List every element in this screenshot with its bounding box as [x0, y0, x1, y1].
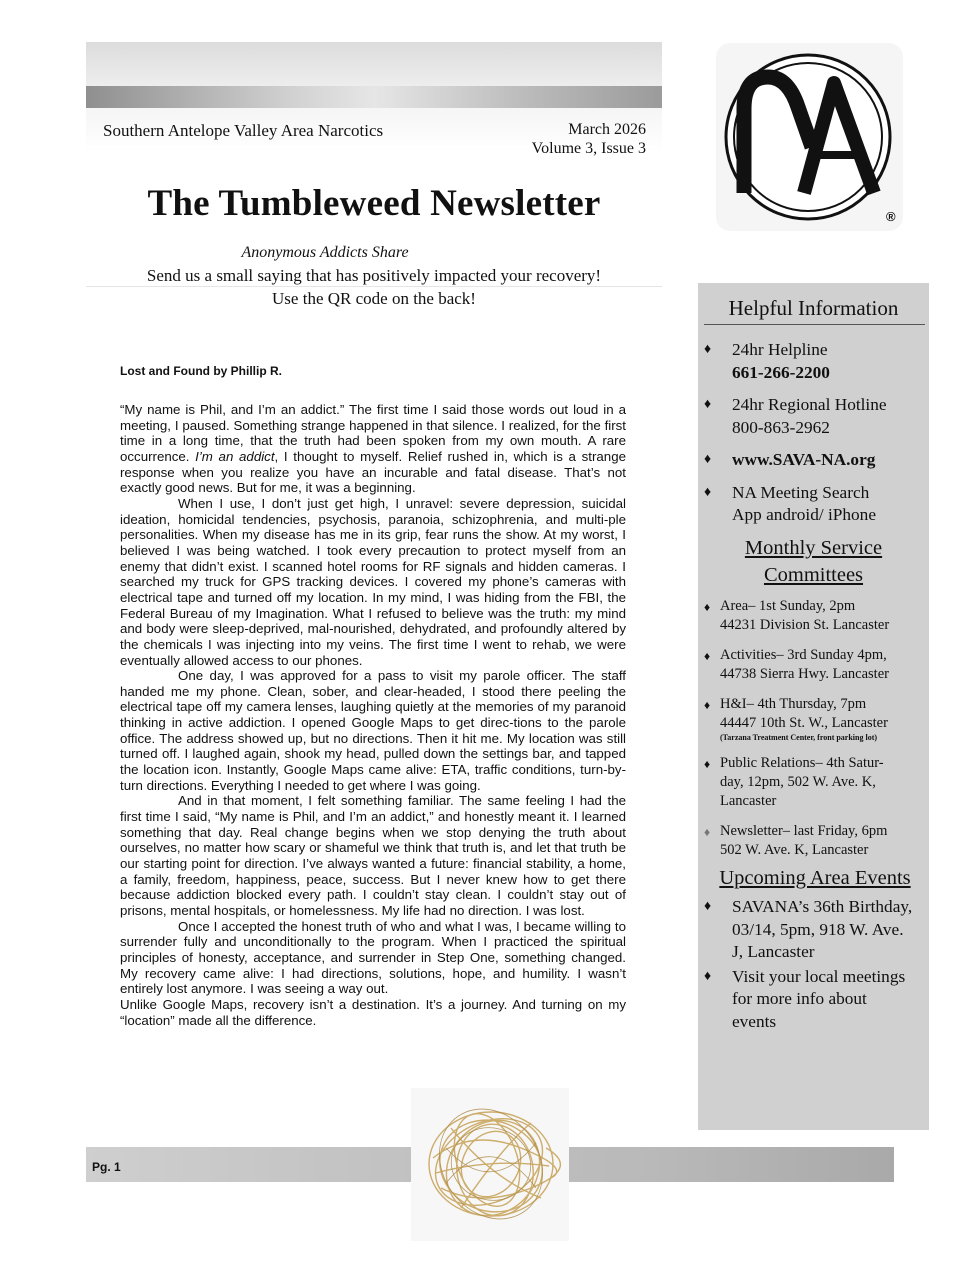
tumbleweed-icon [411, 1088, 569, 1241]
article-paragraph-6: Unlike Google Maps, recovery isn’t a destination. It’s a journey. And turning on my “location” made all the difference. [120, 996, 626, 1028]
helpline-number: 661-266-2200 [732, 362, 830, 382]
tumbleweed-image [411, 1088, 569, 1241]
share-text [86, 264, 662, 310]
share-line-1: Send us a small saying that has positively impacted your recovery! [146, 266, 602, 285]
committee-area: ♦ Area– 1st Sunday, 2pm 44231 Division St. Lancaster [704, 598, 890, 633]
bullet-icon: ♦ [704, 757, 711, 771]
bullet-icon: ♦ [704, 649, 711, 663]
bullet-icon: ♦ [704, 899, 712, 914]
organization-name: Southern Antelope Valley Area Narcotics [103, 121, 384, 140]
article-paragraph-1: “My name is Phil, and I’m an addict.” The first time I said those words out loud in a meeting, I paused. Something strange happened in that silence. I realized, for the first time in a long time, that the truth had been spoken from my own mouth. A rare occurrence. I’m an addict, I thought to myself. Relief rushed in, which is a strange response when you realize you have an incurable and fatal disease. That’s not exactly good news. But for me, it was a beginning. [120, 402, 626, 496]
article-title: Lost and Found by Phillip R. [120, 364, 282, 378]
share-title: Anonymous Addicts Share [241, 244, 409, 261]
article-paragraph-5: Once I accepted the honest truth of who and what I was, I became willing to surrender fully and unconditionally to the program. When I practiced the spiritual principles of honesty, acceptance, and surrender in Step One, something changed. My recovery came alive: I had directions, solutions, hope, and humility. I wasn’t entirely lost anymore. I was seeing a way out. [120, 918, 626, 997]
registered-mark: ® [886, 209, 896, 224]
bullet-icon: ♦ [704, 600, 711, 614]
na-logo-icon [716, 43, 903, 231]
bullet-icon: ♦ [704, 698, 711, 712]
events-list [704, 896, 924, 1033]
issue-date: March 2026 [568, 121, 646, 138]
article-paragraph-3: One day, I was approved for a pass to visit my parole officer. The staff handed me my phone. Clean, sober, and clear-headed, I stood there peeling the electrical tape off my camera lenses, laughing quietly at the memories of my paranoid thinking in active addiction. I opened Google Maps to get direc-tions to the parole office. The address showed up, but no directions. Then it hit me. My location was still turned off. I laughed again, shook my head, pulled down the settings bar, and tapped the location icon. Instantly, Google Maps came alive: ETA, traffic conditions, turn-by-turn directions. Everything I needed to get where I was going. [120, 668, 626, 793]
issue-volume: Volume 3, Issue 3 [531, 140, 646, 157]
na-logo [716, 43, 903, 231]
helpful-info-list [704, 339, 924, 527]
hotline-item: ♦ 24hr Regional Hotline 800-863-2962 [704, 394, 924, 439]
events-heading: Upcoming Area Events [719, 867, 911, 889]
bullet-icon: ♦ [704, 825, 711, 839]
committee-hi: ♦ H&I– 4th Thursday, 7pm 44447 10th St. W., Lancaster (Tarzana Treatment Center, front parking lot) [704, 695, 924, 743]
issue-info [500, 120, 646, 158]
header-divider [86, 286, 662, 287]
website-link[interactable]: www.SAVA-NA.org [732, 450, 876, 469]
share-line-2: Use the QR code on the back! [272, 289, 476, 308]
bullet-icon: ♦ [704, 968, 712, 984]
committees-heading: Monthly Service Committees [744, 537, 883, 586]
helpline-item: ♦ 24hr Helpline 661-266-2200 [704, 339, 924, 384]
article-paragraph-4: And in that moment, I felt something familiar. The same feeling I had the first time I said, “My name is Phil, and I’m an addict,” and honestly meant it. I learned something that day. Real change begins when we stop denying the truth about ourselves, no matter how scary or shameful we think that truth is, and let that truth be our starting point for direction. I’ve always wanted a future: financial stability, a home, a family, freedom, happiness, peace, success. But I never knew how to get there because addiction blocked every path. I couldn’t stay clean. I couldn’t stay out of prisons, mental hospitals, or homelessness. My life had no direction. I was lost. [120, 793, 626, 918]
header-bar [86, 86, 662, 108]
committees-list [704, 597, 924, 860]
committee-newsletter: ♦ Newsletter– last Friday, 6pm 502 W. Ave. K, Lancaster [704, 823, 888, 858]
hi-location-note: (Tarzana Treatment Center, front parking lot) [720, 733, 878, 742]
event-local-meetings: ♦ Visit your local meetings for more info about events [704, 966, 906, 1031]
committee-public-relations: ♦ Public Relations– 4th Satur- day, 12pm, 502 W. Ave. K, Lancaster [704, 755, 884, 809]
article-paragraph-2: When I use, I don’t just get high, I unravel: severe depression, suicidal ideation, homicidal tendencies, psychosis, paranoia, schizophrenia, and multi-ple personalities. When my disease has me in its grip, fear runs the show. At my worst, I believed I was being watched. I took every precaution to protect myself from an enemy that didn’t exist. I scanned hotel rooms for RF signals and hidden cameras. I searched my truck for GPS tracking devices. I covered my phone’s cameras with electrical tape and turned off my location. In my mind, I was hiding from the FBI, the Federal Bureau of my Imagination. What I refused to believe was the truth: my mind and body were sleep-deprived, mal-nourished, dehydrated, and profoundly altered by the chemicals I was injecting into my veins. The first time I went to rehab, we were eventually allowed access to our phones. [120, 495, 626, 668]
event-birthday: ♦ SAVANA’s 36th Birthday, 03/14, 5pm, 918 W. Ave. J, Lancaster [704, 897, 913, 961]
newsletter-title: The Tumbleweed Newsletter [147, 183, 601, 224]
bullet-icon: ♦ [704, 484, 712, 500]
article-body [120, 402, 626, 1028]
website-item [704, 449, 924, 472]
hotline-number: 800-863-2962 [732, 417, 830, 437]
sidebar-divider [704, 324, 925, 325]
sidebar-heading: Helpful Information [728, 296, 899, 320]
bullet-icon: ♦ [704, 342, 712, 357]
bullet-icon: ♦ [704, 397, 712, 412]
page-number: Pg. 1 [92, 1160, 121, 1174]
meeting-search-item: ♦ NA Meeting Search App android/ iPhone [704, 482, 876, 524]
bullet-icon: ♦ [704, 452, 712, 467]
committee-activities: ♦ Activities– 3rd Sunday 4pm, 44738 Sierra Hwy. Lancaster [704, 647, 889, 682]
